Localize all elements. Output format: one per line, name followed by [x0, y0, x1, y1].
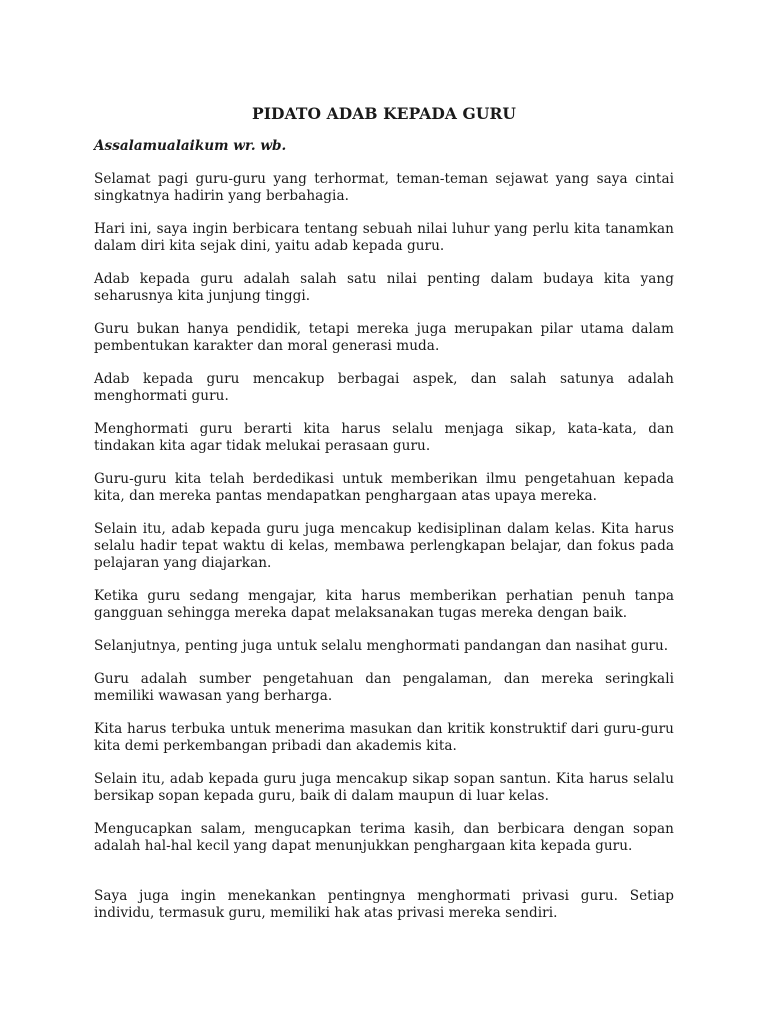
document-title: PIDATO ADAB KEPADA GURU	[251, 104, 517, 123]
paragraph: Saya juga ingin menekankan pentingnya menghormati privasi guru. Setiap individu, termasuk guru, memiliki hak atas privasi mereka sendiri.	[94, 888, 674, 921]
paragraph: Ketika guru sedang mengajar, kita harus memberikan perhatian penuh tanpa gangguan sehingga mereka dapat melaksanakan tugas mereka dengan baik.	[94, 588, 674, 621]
paragraph: Guru adalah sumber pengetahuan dan pengalaman, dan mereka seringkali memiliki wawasan yang berharga.	[94, 671, 674, 704]
paragraph: Adab kepada guru mencakup berbagai aspek, dan salah satunya adalah menghormati guru.	[94, 371, 674, 404]
paragraph: Selain itu, adab kepada guru juga mencakup sikap sopan santun. Kita harus selalu bersikap sopan kepada guru, baik di dalam maupun di luar kelas.	[94, 771, 674, 804]
paragraph: Selanjutnya, penting juga untuk selalu menghormati pandangan dan nasihat guru.	[94, 638, 669, 654]
paragraph: Kita harus terbuka untuk menerima masukan dan kritik konstruktif dari guru-guru kita demi perkembangan pribadi dan akademis kita.	[94, 721, 674, 754]
paragraph: Selain itu, adab kepada guru juga mencakup kedisiplinan dalam kelas. Kita harus selalu hadir tepat waktu di kelas, membawa perlengkapan belajar, dan fokus pada pelajaran yang diajarkan.	[94, 521, 674, 571]
greeting: Assalamualaikum wr. wb.	[94, 138, 287, 154]
paragraph: Mengucapkan salam, mengucapkan terima kasih, dan berbicara dengan sopan adalah hal-hal kecil yang dapat menunjukkan penghargaan kita kepada guru.	[94, 821, 674, 854]
document-page	[94, 104, 674, 938]
paragraph: Menghormati guru berarti kita harus selalu menjaga sikap, kata-kata, dan tindakan kita agar tidak melukai perasaan guru.	[94, 421, 674, 454]
paragraph: Guru bukan hanya pendidik, tetapi mereka juga merupakan pilar utama dalam pembentukan karakter dan moral generasi muda.	[94, 321, 674, 354]
paragraph: Guru-guru kita telah berdedikasi untuk memberikan ilmu pengetahuan kepada kita, dan mereka pantas mendapatkan penghargaan atas upaya mereka.	[94, 471, 674, 504]
paragraph: Adab kepada guru adalah salah satu nilai penting dalam budaya kita yang seharusnya kita junjung tinggi.	[94, 271, 674, 304]
paragraph: Hari ini, saya ingin berbicara tentang sebuah nilai luhur yang perlu kita tanamkan dalam diri kita sejak dini, yaitu adab kepada guru.	[94, 221, 674, 254]
paragraph: Selamat pagi guru-guru yang terhormat, teman-teman sejawat yang saya cintai singkatnya hadirin yang berbahagia.	[94, 171, 674, 204]
